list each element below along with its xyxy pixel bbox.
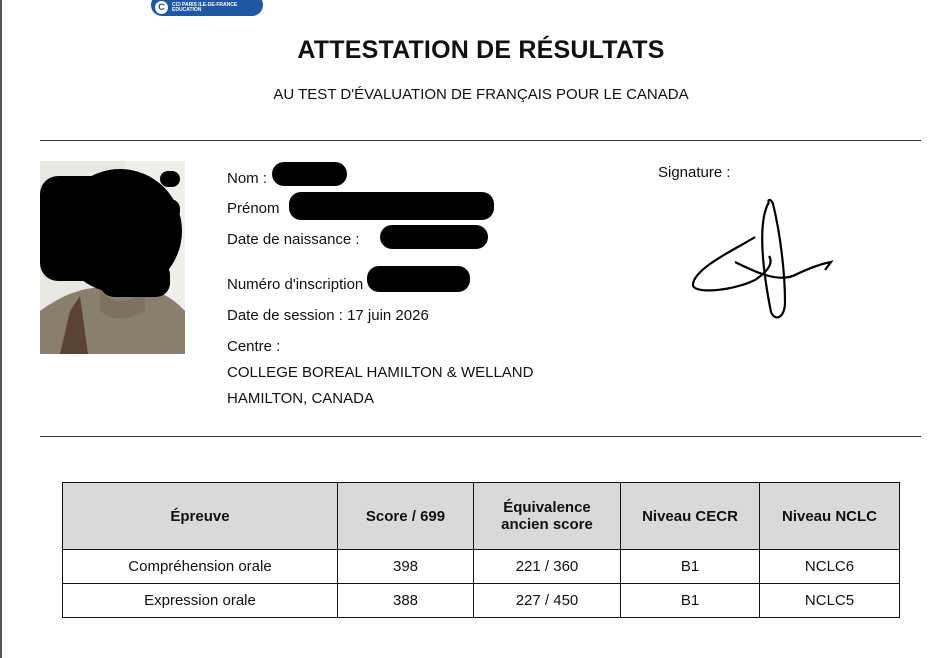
header-cecr: Niveau CECR (621, 483, 760, 550)
row-equivalence: 227 / 450 (474, 584, 621, 618)
header-score: Score / 699 (338, 483, 474, 550)
row-score: 388 (338, 584, 474, 618)
cci-logo-text: CCI PARIS ILE-DE-FRANCE EDUCATION (172, 1, 238, 13)
cci-logo-icon: C (155, 1, 168, 14)
table-row (63, 550, 900, 584)
nom-redaction (272, 162, 347, 186)
birth-date-label: Date de naissance : (227, 231, 360, 248)
header-nclc: Niveau NCLC (760, 483, 900, 550)
row-nclc: NCLC6 (760, 550, 900, 584)
header-equivalence-text: Équivalence ancien score (501, 499, 593, 533)
row-cecr: B1 (621, 584, 760, 618)
cci-logo (151, 0, 263, 16)
centre-name: COLLEGE BOREAL HAMILTON & WELLAND (227, 364, 534, 381)
results-table (62, 482, 900, 618)
row-equivalence: 221 / 360 (474, 550, 621, 584)
birth-date-redaction (380, 225, 488, 249)
document-title: ATTESTATION DE RÉSULTATS (297, 36, 665, 64)
divider-bottom (40, 436, 921, 437)
results-header-row (63, 483, 900, 550)
table-row (63, 584, 900, 618)
row-nclc: NCLC5 (760, 584, 900, 618)
row-epreuve: Compréhension orale (63, 550, 338, 584)
prenom-redaction (289, 192, 494, 220)
row-score: 398 (338, 550, 474, 584)
centre-label: Centre : (227, 338, 281, 355)
registration-number-redaction (367, 266, 470, 292)
nom-label: Nom : (227, 170, 268, 187)
session-date: Date de session : 17 juin 2026 (227, 307, 429, 324)
signature-image (685, 192, 845, 327)
header-epreuve: Épreuve (63, 483, 338, 550)
candidate-photo-image (40, 161, 185, 354)
registration-number-label: Numéro d'inscription (227, 276, 364, 293)
divider-top (40, 140, 921, 141)
prenom-label: Prénom (227, 200, 280, 217)
row-cecr: B1 (621, 550, 760, 584)
candidate-photo (40, 161, 185, 354)
centre-location: HAMILTON, CANADA (227, 390, 374, 407)
header-equivalence (474, 483, 621, 550)
row-epreuve: Expression orale (63, 584, 338, 618)
signature-label: Signature : (658, 164, 731, 181)
document-subtitle: AU TEST D'ÉVALUATION DE FRANÇAIS POUR LE CANADA (273, 86, 689, 103)
